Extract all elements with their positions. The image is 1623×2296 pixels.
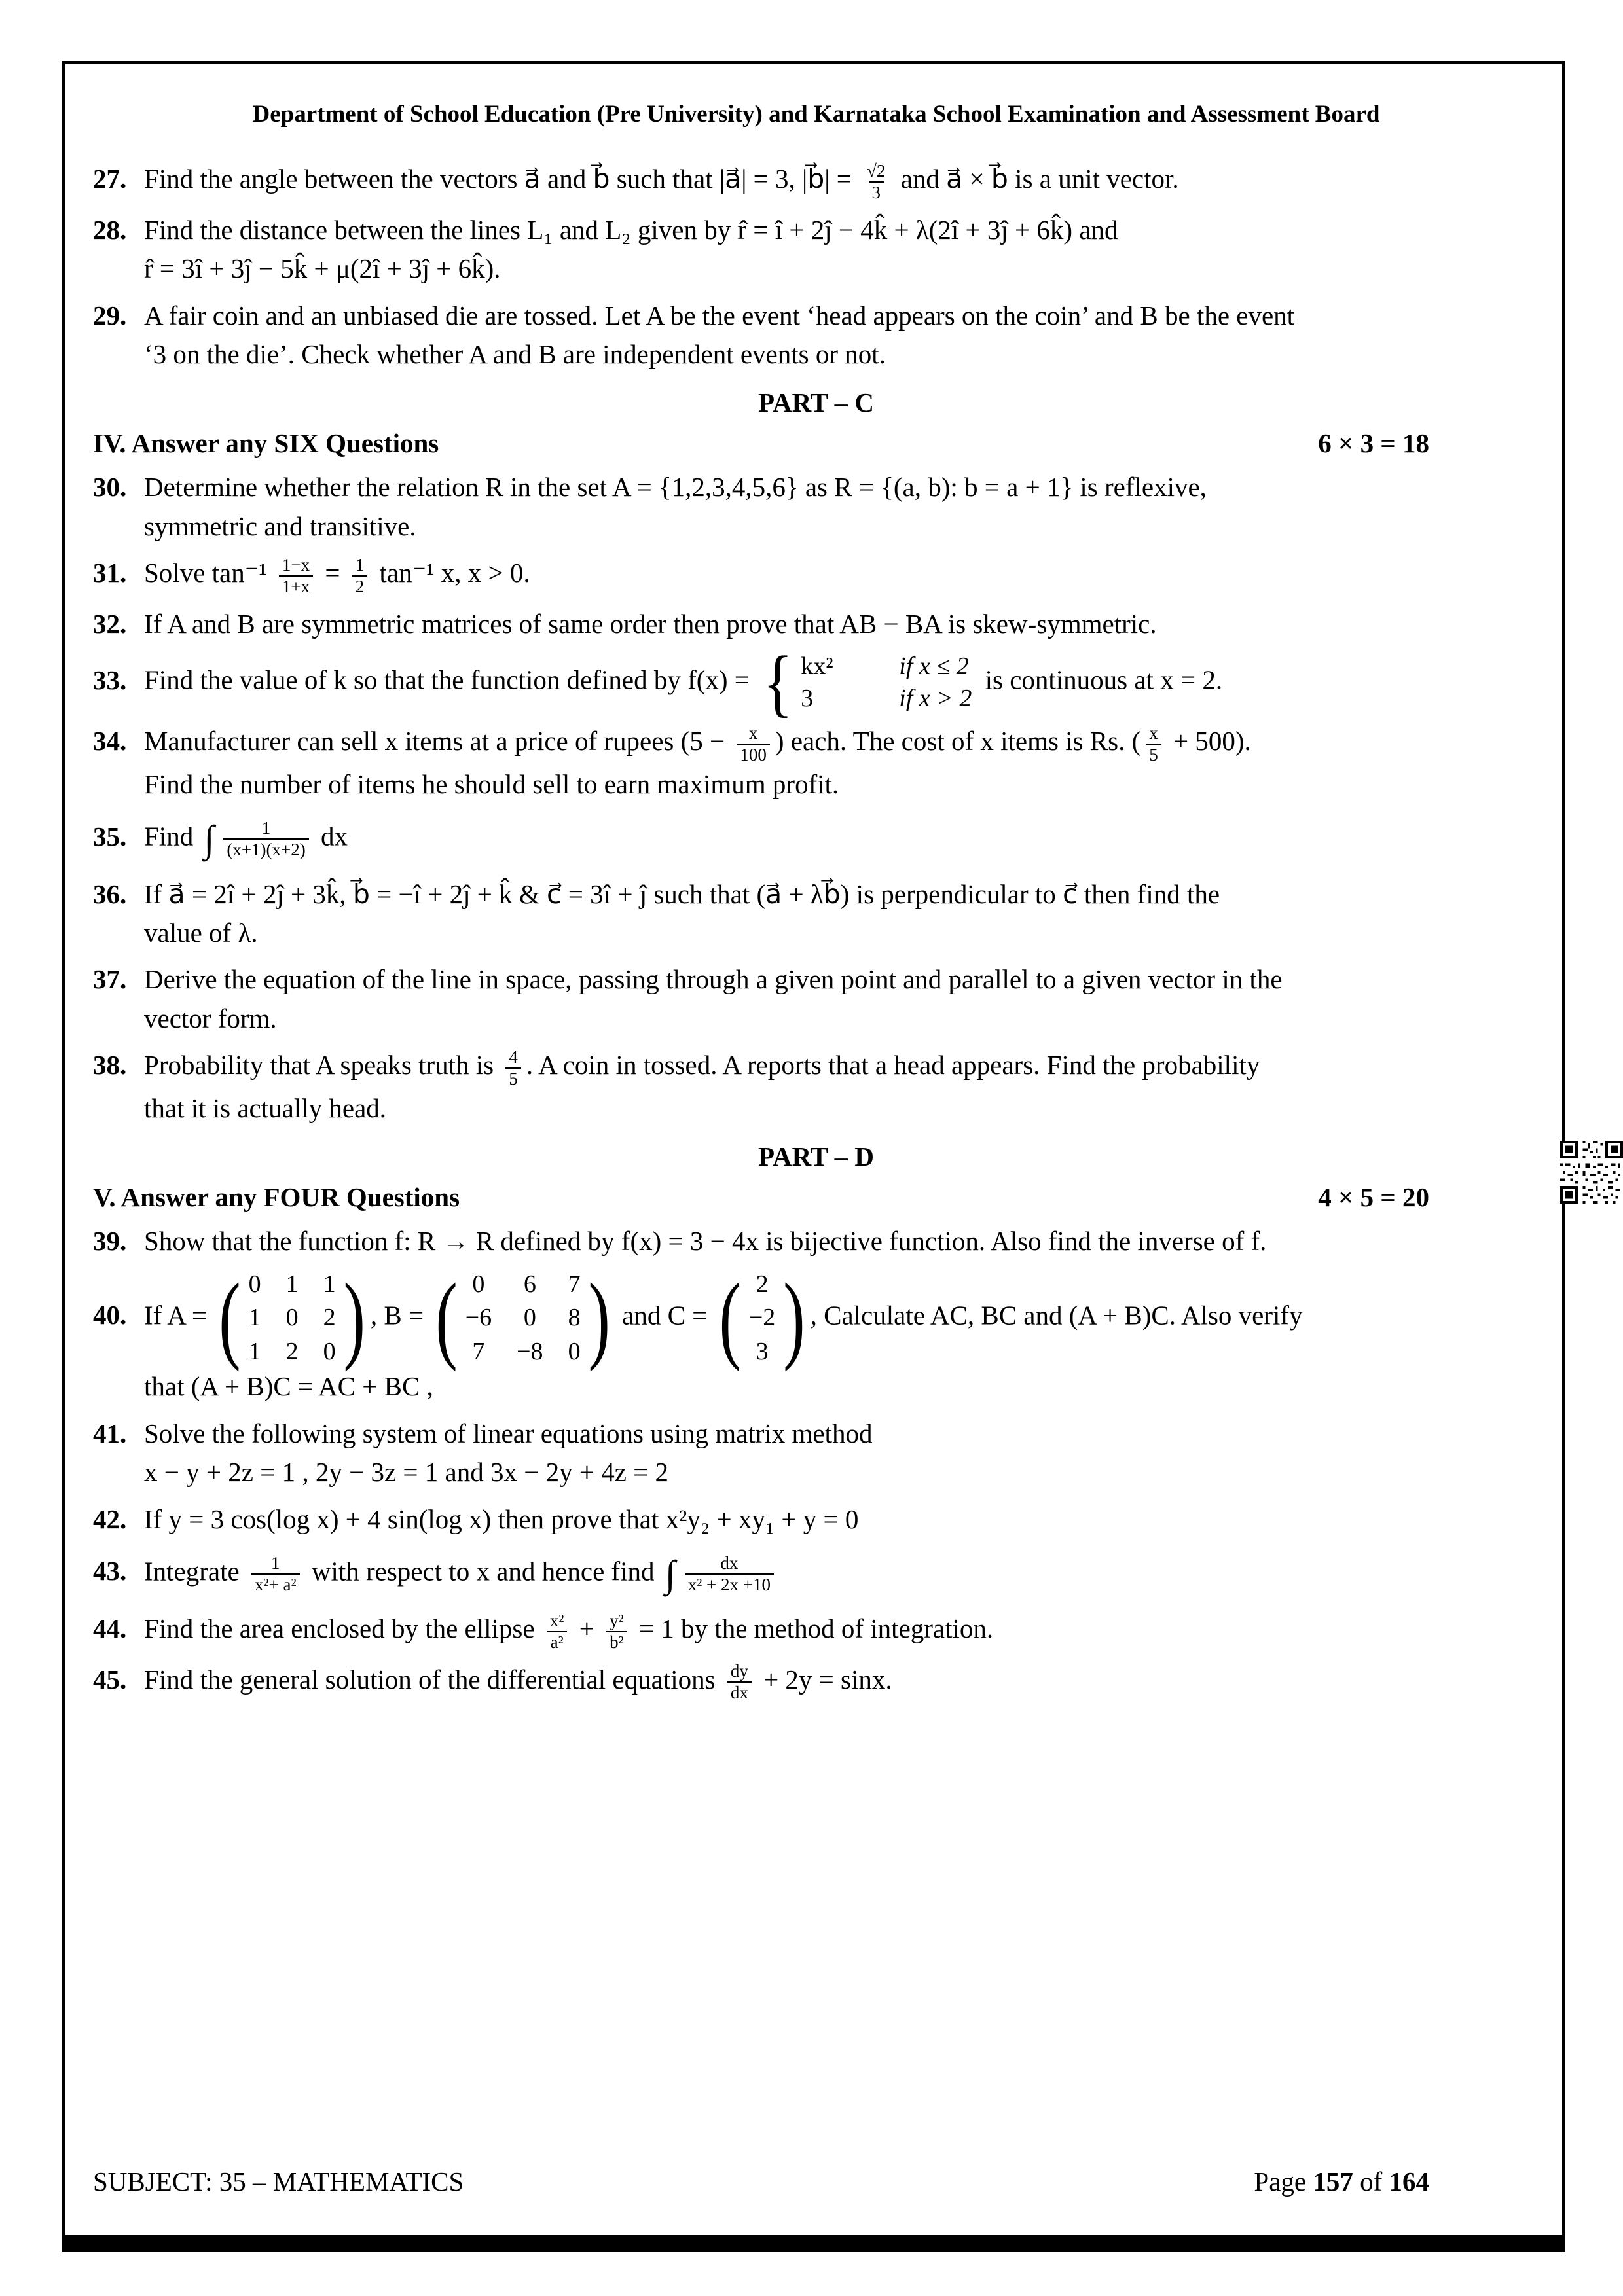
question-text: ) each. The cost of x items is Rs. (: [775, 726, 1141, 757]
part-c-heading: PART – C: [758, 387, 874, 418]
fraction: [727, 1661, 752, 1703]
integral-sign: ∫: [665, 1552, 676, 1596]
question-text: dx: [314, 821, 348, 852]
question-31: [93, 554, 1539, 597]
question-number: 37.: [93, 964, 127, 995]
matrix-grid: [749, 1269, 775, 1368]
question-29: [93, 296, 1539, 374]
matrix-cell: 0: [472, 1270, 485, 1298]
question-41: [93, 1414, 1539, 1492]
fraction-numerator: x: [748, 723, 758, 743]
question-number: 29.: [93, 300, 127, 331]
question-40: [93, 1263, 1539, 1407]
case-condition: if x > 2: [899, 685, 972, 713]
case-rows: [801, 652, 972, 714]
question-number: 45.: [93, 1664, 127, 1695]
matrix-cell: 1: [323, 1270, 336, 1298]
question-number: 32.: [93, 608, 127, 639]
footer-page-indicator: [1254, 2166, 1429, 2197]
fraction: [737, 723, 770, 765]
case-expression: kx²: [801, 652, 833, 680]
section-5-heading: [93, 1181, 1539, 1213]
question-33: [93, 640, 1539, 725]
fraction: [251, 1553, 300, 1595]
question-text: Show that the function f: R → R defined by f(x) = 3 − 4x is bijective function. Also find the inverse of f.: [144, 1226, 1267, 1257]
question-text: Manufacturer can sell x items at a price of rupees (5 −: [144, 726, 732, 757]
fraction: [505, 1047, 521, 1089]
question-number: 35.: [93, 821, 127, 852]
fraction-numerator: 1−x: [282, 554, 310, 575]
question-30: [93, 468, 1539, 546]
question-number: 28.: [93, 214, 127, 245]
fraction-numerator: 1: [271, 1553, 280, 1573]
footer-page-number: 157: [1313, 2166, 1353, 2197]
question-number: 43.: [93, 1556, 127, 1587]
question-text: , B =: [370, 1300, 431, 1331]
matrix-paren-right: ): [343, 1263, 365, 1372]
part-d-heading: PART – D: [758, 1141, 874, 1172]
question-44: [93, 1609, 1539, 1653]
matrix-cell: −2: [748, 1304, 776, 1332]
question-number: 30.: [93, 472, 127, 503]
question-text-continued: vector form.: [144, 1003, 277, 1033]
question-45: [93, 1660, 1539, 1704]
matrix-cell: 0: [323, 1337, 336, 1365]
question-text: If A =: [144, 1300, 214, 1331]
matrix-cell: 8: [568, 1304, 581, 1332]
fraction-denominator: (x+1)(x+2): [223, 838, 308, 860]
question-text-continued: that (A + B)C = AC + BC ,: [144, 1371, 433, 1402]
matrix-cell: 0: [248, 1270, 261, 1298]
fraction-denominator: b²: [606, 1631, 627, 1653]
footer-page-word: Page: [1254, 2166, 1313, 2197]
question-text: Find the distance between the lines L₁ and L₂ given by r̂ = î + 2ĵ − 4k̂ + λ(2î + 3ĵ + 6k̂) and: [144, 214, 1118, 245]
matrix-grid: [465, 1269, 581, 1368]
page-frame: [62, 61, 1565, 2252]
fraction-denominator: 100: [737, 744, 770, 765]
question-39: [93, 1222, 1539, 1261]
section-4-heading: [93, 427, 1539, 459]
question-text: + 500).: [1166, 726, 1251, 757]
question-text: Find: [144, 821, 200, 852]
integral-sign: ∫: [204, 817, 215, 861]
question-number: 39.: [93, 1226, 127, 1257]
case-row: [801, 684, 972, 714]
matrix-cell: 2: [323, 1304, 336, 1332]
section-4-marks: 6 × 3 = 18: [1318, 428, 1429, 459]
matrix-cell: −8: [517, 1337, 543, 1365]
question-number: 40.: [93, 1300, 127, 1331]
question-text: Find the angle between the vectors a⃗ and b⃗ such that |a⃗| = 3, |b⃗| =: [144, 164, 859, 194]
matrix-cell: 6: [523, 1270, 536, 1298]
piecewise-cases: [763, 640, 972, 725]
question-35: [93, 812, 1539, 867]
fraction-numerator: 1: [355, 554, 365, 575]
fraction: [352, 555, 368, 597]
question-43: [93, 1547, 1539, 1602]
fraction-numerator: dy: [730, 1661, 748, 1681]
question-text: is continuous at x = 2.: [978, 664, 1223, 695]
question-number: 34.: [93, 726, 127, 757]
fraction: [547, 1611, 568, 1653]
matrix-cell: 3: [756, 1337, 769, 1365]
question-text-continued: Find the number of items he should sell to earn maximum profit.: [144, 768, 839, 799]
question-text-continued: symmetric and transitive.: [144, 511, 416, 541]
footer-subject: SUBJECT: 35 – MATHEMATICS: [93, 2166, 464, 2197]
question-text-continued: that it is actually head.: [144, 1092, 387, 1123]
question-text: Find the general solution of the differential equations: [144, 1664, 722, 1695]
question-text: Derive the equation of the line in space, passing through a given point and parallel to a given vector in the: [144, 964, 1283, 995]
matrix-cell: 0: [285, 1304, 299, 1332]
question-27: [93, 160, 1539, 203]
matrix-paren-right: ): [588, 1263, 610, 1372]
question-text: . A coin in tossed. A reports that a head appears. Find the probability: [526, 1050, 1260, 1081]
question-text: tan⁻¹ x, x > 0.: [373, 558, 530, 588]
matrix-cell: 0: [568, 1337, 581, 1365]
question-text: =: [318, 558, 347, 588]
fraction-denominator: 1+x: [279, 575, 313, 597]
question-37: [93, 960, 1539, 1038]
matrix-cell: 0: [523, 1304, 536, 1332]
question-text: + 2y = sinx.: [756, 1664, 892, 1695]
matrix-paren-right: ): [783, 1263, 805, 1372]
question-number: 42.: [93, 1503, 127, 1534]
matrix-C: [719, 1263, 805, 1372]
fraction: [223, 818, 308, 860]
matrix-paren-left: (: [435, 1263, 458, 1372]
left-brace: {: [763, 640, 793, 725]
fraction: [864, 161, 888, 203]
question-text: Find the value of k so that the function defined by f(x) =: [144, 664, 757, 695]
matrix-cell: 7: [568, 1270, 581, 1298]
fraction: [279, 555, 313, 597]
fraction-denominator: dx: [727, 1681, 752, 1703]
question-36: [93, 875, 1539, 953]
case-row: [801, 652, 972, 682]
fraction: [685, 1553, 774, 1595]
matrix-cell: 1: [248, 1337, 261, 1365]
section-5-label: V. Answer any FOUR Questions: [93, 1182, 460, 1213]
question-text: with respect to x and hence find: [304, 1556, 661, 1587]
page-footer: [93, 2166, 1539, 2215]
fraction-denominator: 5: [1146, 744, 1161, 765]
question-text: and a⃗ × b⃗ is a unit vector.: [894, 164, 1179, 194]
question-32: [93, 605, 1539, 643]
fraction: [1146, 723, 1161, 765]
question-text: Probability that A speaks truth is: [144, 1050, 501, 1081]
matrix-paren-left: (: [219, 1263, 241, 1372]
section-4-label: IV. Answer any SIX Questions: [93, 428, 439, 459]
question-number: 38.: [93, 1050, 127, 1081]
matrix-B: [435, 1263, 610, 1372]
fraction-denominator: 3: [869, 181, 884, 203]
matrix-cell: 1: [285, 1270, 299, 1298]
page-header: Department of School Education (Pre University) and Karnataka School Examination and Assessment Board: [252, 101, 1380, 128]
fraction-numerator: √2: [867, 160, 886, 181]
question-text: Integrate: [144, 1556, 246, 1587]
question-34: [93, 722, 1539, 804]
fraction-numerator: x: [1149, 723, 1158, 743]
matrix-cell: 2: [756, 1270, 769, 1298]
question-text: If y = 3 cos(log x) + 4 sin(log x) then prove that x²y₂ + xy₁ + y = 0: [144, 1503, 859, 1534]
question-text: Solve the following system of linear equations using matrix method: [144, 1418, 873, 1448]
case-condition: if x ≤ 2: [899, 652, 969, 680]
question-number: 41.: [93, 1418, 127, 1448]
fraction-numerator: y²: [610, 1610, 624, 1630]
question-text: Determine whether the relation R in the set A = {1,2,3,4,5,6} as R = {(a, b): b = a + 1} is reflexive,: [144, 472, 1207, 503]
case-expression: 3: [801, 685, 814, 713]
question-text: and C =: [615, 1300, 714, 1331]
footer-page-total: 164: [1389, 2166, 1429, 2197]
fraction-denominator: 2: [352, 575, 368, 597]
question-text-continued: value of λ.: [144, 917, 258, 948]
question-text: If A and B are symmetric matrices of same order then prove that AB − BA is skew-symmetric.: [144, 608, 1157, 639]
question-text: +: [572, 1613, 602, 1644]
fraction-denominator: 5: [505, 1067, 521, 1089]
fraction-numerator: 1: [261, 818, 271, 838]
matrix-cell: −6: [465, 1304, 492, 1332]
question-text: A fair coin and an unbiased die are tossed. Let A be the event ‘head appears on the coin’ and B be the event: [144, 300, 1295, 331]
question-38: [93, 1046, 1539, 1128]
question-text: , Calculate AC, BC and (A + B)C. Also verify: [810, 1300, 1303, 1331]
matrix-grid: [249, 1269, 336, 1368]
question-text: Solve tan⁻¹: [144, 558, 274, 588]
question-number: 27.: [93, 164, 127, 194]
question-text-continued: x − y + 2z = 1 , 2y − 3z = 1 and 3x − 2y + 4z = 2: [144, 1457, 669, 1488]
matrix-cell: 2: [285, 1337, 299, 1365]
question-number: 44.: [93, 1613, 127, 1644]
fraction-denominator: x² + 2x +10: [685, 1573, 774, 1595]
question-text: = 1 by the method of integration.: [632, 1613, 994, 1644]
question-text: If a⃗ = 2î + 2ĵ + 3k̂, b⃗ = −î + 2ĵ + k̂ & c⃗ = 3î + ĵ such that (a⃗ + λb⃗) is perpendicular to c⃗ then find the: [144, 878, 1220, 909]
section-5-marks: 4 × 5 = 20: [1318, 1182, 1429, 1213]
fraction-numerator: dx: [720, 1553, 739, 1573]
question-number: 31.: [93, 558, 127, 588]
qr-code: [1560, 1141, 1623, 1204]
fraction-numerator: x²: [549, 1610, 564, 1630]
question-42: [93, 1500, 1539, 1539]
question-number: 33.: [93, 664, 127, 695]
fraction: [606, 1611, 627, 1653]
matrix-A: [219, 1263, 365, 1372]
matrix-paren-left: (: [719, 1263, 741, 1372]
question-28: [93, 211, 1539, 289]
question-text-continued: ‘3 on the die’. Check whether A and B are independent events or not.: [144, 338, 886, 369]
matrix-cell: 7: [472, 1337, 485, 1365]
question-text-continued: r̂ = 3î + 3ĵ − 5k̂ + μ(2î + 3ĵ + 6k̂).: [144, 253, 501, 284]
fraction-denominator: a²: [547, 1631, 567, 1653]
question-number: 36.: [93, 878, 127, 909]
fraction-denominator: x²+ a²: [251, 1573, 300, 1595]
matrix-cell: 1: [248, 1304, 261, 1332]
fraction-numerator: 4: [509, 1047, 518, 1067]
footer-of-word: of: [1353, 2166, 1389, 2197]
question-text: Find the area enclosed by the ellipse: [144, 1613, 541, 1644]
